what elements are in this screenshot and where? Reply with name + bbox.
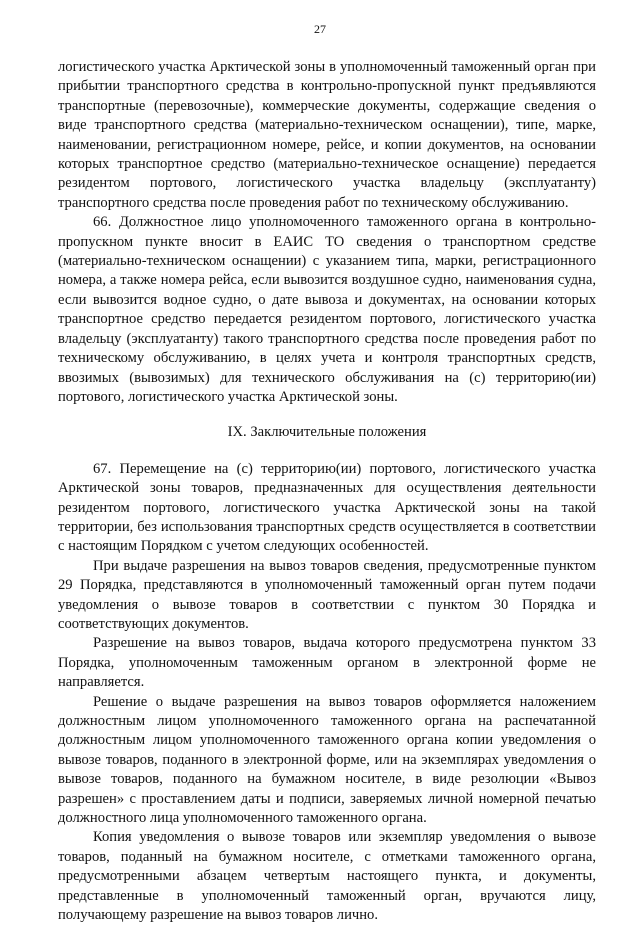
paragraph-66: 66. Должностное лицо уполномоченного таможенного органа в контрольно-пропускном пункте вносит в ЕАИС ТО сведения о транспортном средстве (материально-техническом оснащении) с указанием типа, марки, регистрационного номера, а также номера рейса, если вывозится воздушное судно, наименования судна, если вывозится водное судно, о дате вывоза и документах, на основании которых транспортное средство передается резидентом портового, логистического участка владельцу (эксплуатанту) такого транспортного средства после проведения работ по техническому обслуживанию, в целях учета и контроля транспортных средств, ввозимых (вывозимых) для технического обслуживания на (с) территорию(ии) портового, логистического участка Арктической зоны. [58, 214, 596, 405]
section-heading: IX. Заключительные положения [227, 424, 427, 441]
document-body [58, 58, 596, 925]
paragraph-notification-copy: Копия уведомления о вывозе товаров или экземпляр уведомления о вывозе товаров, поданный на бумажном носителе, с отметками таможенного органа, предусмотренными абзацем четвертым настоящего пункта, и документы, представленные в уполномоченный таможенный орган, вручаются лицу, получающему разрешение на вывоз товаров лично. [58, 829, 596, 924]
paragraph-65-continuation: логистического участка Арктической зоны в уполномоченный таможенный орган при прибытии транспортного средства в контрольно-пропускной пункт предъявляются транспортные (перевозочные), коммерческие документы, содержащие сведения о виде транспортного средства (материально-техническом оснащении), типе, марке, наименовании, регистрационном номере, рейсе, и копии документов, на основании которых транспортное средство (материально-техническое оснащение) передается резидентом портового, логистического участка владельцу (эксплуатанту) транспортного средства после проведения работ по техническому обслуживанию. [58, 59, 596, 211]
paragraph-permit-information: При выдаче разрешения на вывоз товаров сведения, предусмотренные пунктом 29 Порядка, представляются в уполномоченный таможенный орган путем подачи уведомления о вывозе товаров в соответствии с пунктом 30 Порядка и соответствующих документов. [58, 557, 596, 632]
paragraph-permit-decision: Решение о выдаче разрешения на вывоз товаров оформляется наложением должностным лицом уполномоченного таможенного органа на распечатанной должностным лицом уполномоченного таможенного органа копии уведомления о вывозе товаров, поданного в электронной форме, или на экземплярах уведомления о вывозе товаров, поданного на бумажном носителе, в виде резолюции «Вывоз разрешен» с проставлением даты и подписи, заверяемых личной номерной печатью должностного лица уполномоченного таможенного органа. [58, 693, 596, 827]
paragraph-67: 67. Перемещение на (с) территорию(ии) портового, логистического участка Арктической зоны товаров, предназначенных для осуществления деятельности резидентом портового, логистического участка Арктической зоны на такой территории, без использования транспортных средств осуществляется в соответствии с настоящим Порядком с учетом следующих особенностей. [58, 460, 596, 555]
paragraph-permit-not-sent: Разрешение на вывоз товаров, выдача которого предусмотрена пунктом 33 Порядка, уполномоченным таможенным органом в электронной форме не направляется. [58, 635, 596, 691]
page-number: 27 [314, 22, 326, 36]
